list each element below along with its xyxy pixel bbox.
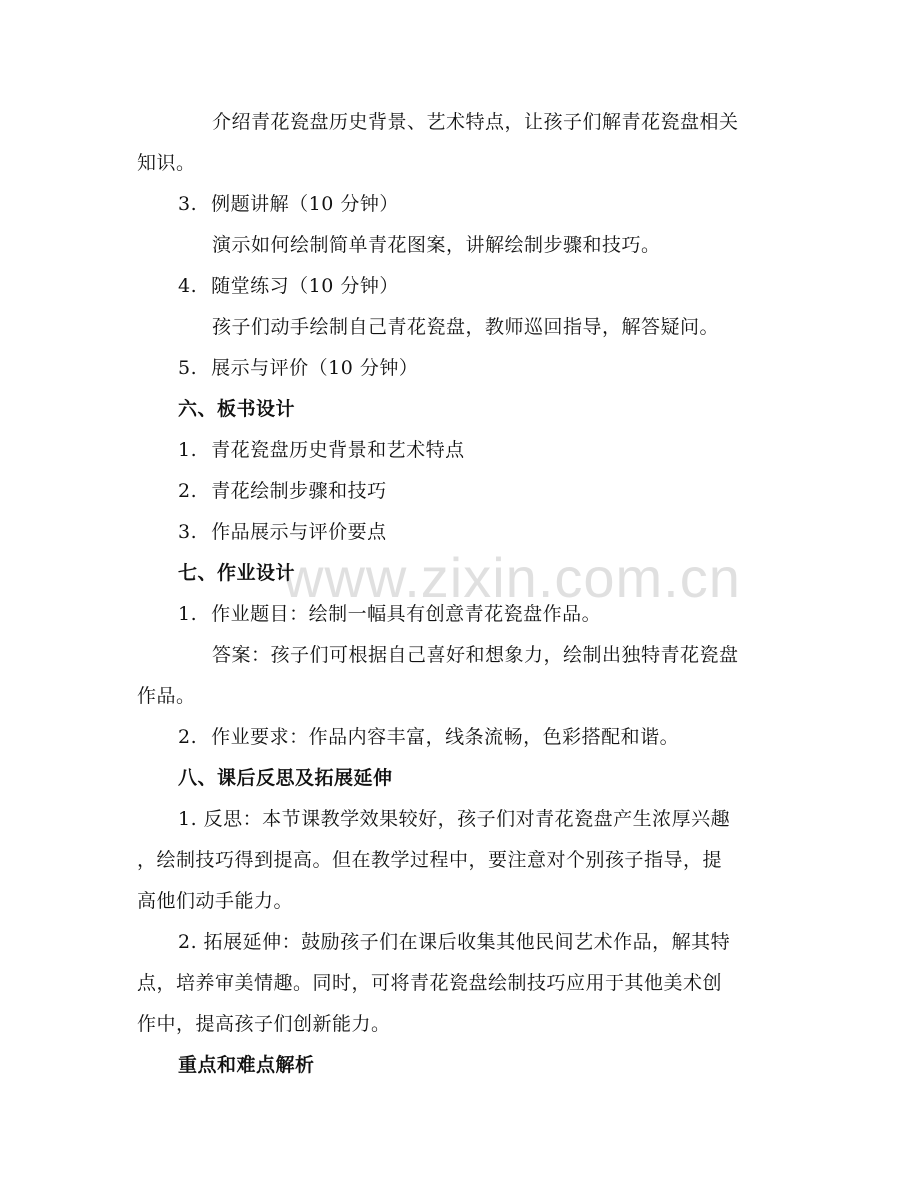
reflection-line-1: 1. 反思：本节课教学效果较好，孩子们对青花瓷盘产生浓厚兴趣 bbox=[178, 808, 731, 830]
board-item-2-number: 2. bbox=[178, 480, 198, 502]
section-6-heading: 六、板书设计 bbox=[178, 398, 296, 420]
key-points-heading: 重点和难点解析 bbox=[178, 1054, 315, 1076]
homework-item-2-number: 2. bbox=[178, 726, 198, 748]
board-item-2-text: 青花绘制步骤和技巧 bbox=[211, 480, 387, 502]
section-7-heading: 七、作业设计 bbox=[178, 562, 296, 584]
homework-answer-line-2: 作品。 bbox=[137, 685, 196, 707]
step-3-number: 3. bbox=[178, 193, 198, 215]
homework-answer-line-1: 答案：孩子们可根据自己喜好和想象力，绘制出独特青花瓷盘 bbox=[212, 644, 739, 666]
board-item-1-text: 青花瓷盘历史背景和艺术特点 bbox=[211, 439, 465, 461]
board-item-1-number: 1. bbox=[178, 439, 198, 461]
board-item-3-text: 作品展示与评价要点 bbox=[211, 521, 387, 543]
board-item-3 bbox=[178, 520, 387, 544]
board-item-1 bbox=[178, 438, 465, 462]
homework-item-1-text: 作业题目：绘制一幅具有创意青花瓷盘作品。 bbox=[211, 603, 602, 625]
homework-item-2-text: 作业要求：作品内容丰富，线条流畅，色彩搭配和谐。 bbox=[211, 726, 680, 748]
step-3-title: 例题讲解（10 分钟） bbox=[211, 193, 399, 215]
board-item-2 bbox=[178, 479, 387, 503]
section-8-heading: 八、课后反思及拓展延伸 bbox=[178, 767, 393, 789]
step-4-item bbox=[178, 274, 399, 298]
step-4-title: 随堂练习（10 分钟） bbox=[211, 275, 399, 297]
watermark: www.zixin.com.cn bbox=[283, 546, 741, 609]
homework-item-1 bbox=[178, 602, 601, 626]
homework-item-2 bbox=[178, 725, 679, 749]
extension-line-1: 2. 拓展延伸：鼓励孩子们在课后收集其他民间艺术作品，解其特 bbox=[178, 931, 731, 953]
step-4-number: 4. bbox=[178, 275, 198, 297]
intro-text-line-1: 介绍青花瓷盘历史背景、艺术特点，让孩子们解青花瓷盘相关 bbox=[212, 111, 739, 133]
step-5-number: 5. bbox=[178, 357, 198, 379]
extension-line-3: 作中，提高孩子们创新能力。 bbox=[137, 1013, 391, 1035]
homework-item-1-number: 1. bbox=[178, 603, 198, 625]
intro-text-line-2: 知识。 bbox=[137, 152, 196, 174]
extension-line-2: 点，培养审美情趣。同时，可将青花瓷盘绘制技巧应用于其他美术创 bbox=[137, 972, 723, 994]
step-3-item bbox=[178, 192, 399, 216]
step-4-text: 孩子们动手绘制自己青花瓷盘，教师巡回指导，解答疑问。 bbox=[212, 316, 720, 338]
step-3-text: 演示如何绘制简单青花图案，讲解绘制步骤和技巧。 bbox=[212, 234, 661, 256]
reflection-line-3: 高他们动手能力。 bbox=[137, 890, 294, 912]
step-5-title: 展示与评价（10 分钟） bbox=[211, 357, 419, 379]
step-5-item bbox=[178, 356, 418, 380]
reflection-line-2: ，绘制技巧得到提高。但在教学过程中，要注意对个别孩子指导，提 bbox=[137, 849, 723, 871]
board-item-3-number: 3. bbox=[178, 521, 198, 543]
